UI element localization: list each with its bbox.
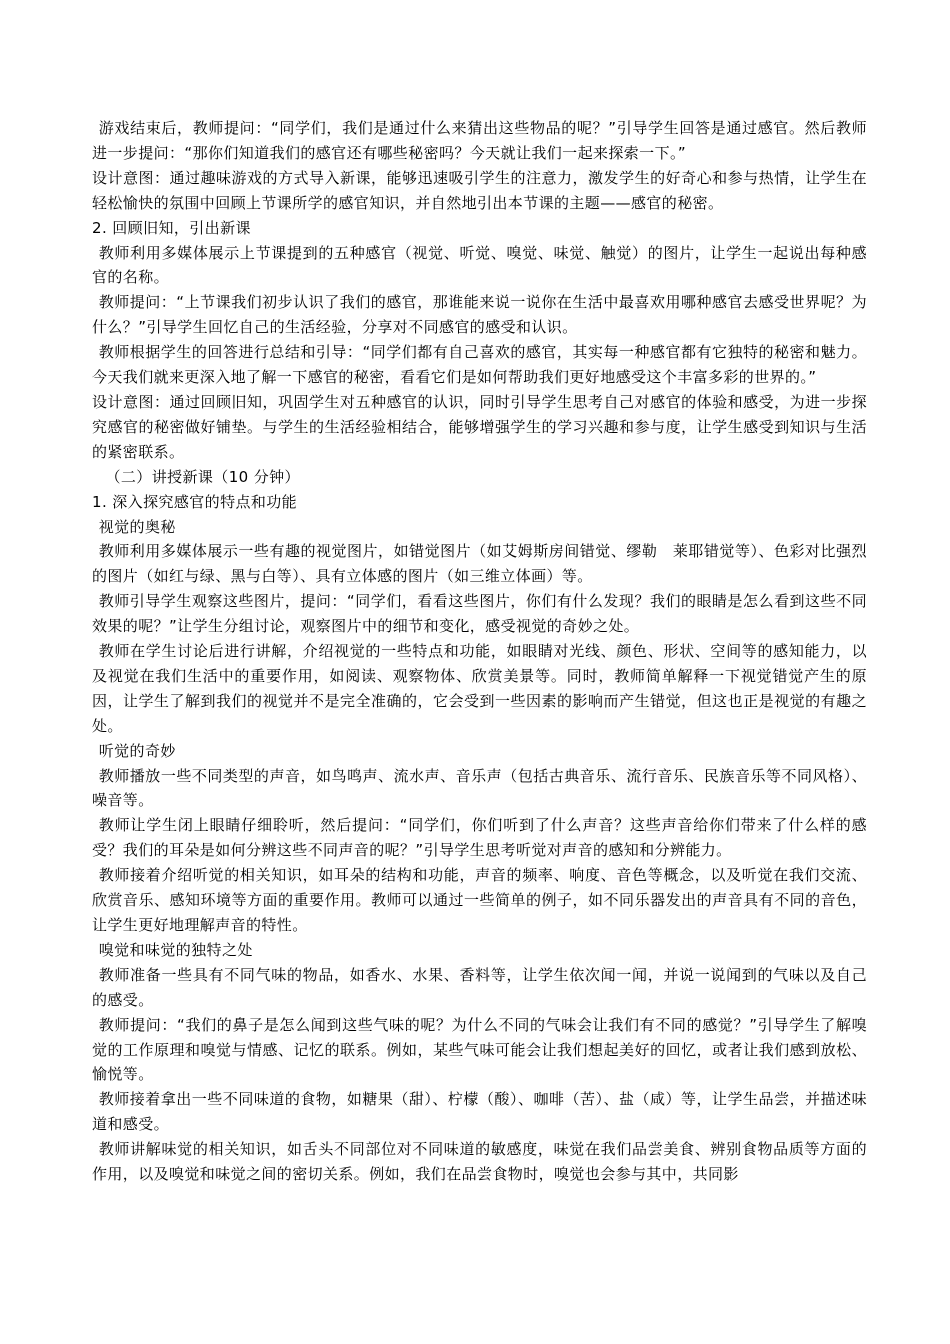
paragraph-hearing-listen: 教师让学生闭上眼睛仔细聆听，然后提问：“同学们，你们听到了什么声音？这些声音给你们带来了什么样的感受？我们的耳朵是如何分辨这些不同声音的呢？”引导学生思考听觉对声音的感知和分辨能力。 <box>92 816 867 860</box>
paragraph-hearing-sounds: 教师播放一些不同类型的声音，如鸟鸣声、流水声、音乐声（包括古典音乐、流行音乐、民族音乐等不同风格）、噪音等。 <box>92 766 867 810</box>
paragraph-vision-observe: 教师引导学生观察这些图片，提问：“同学们，看看这些图片，你们有什么发现？我们的眼睛是怎么看到这些不同效果的呢？”让学生分组讨论，观察图片中的细节和变化，感受视觉的奇妙之处。 <box>92 592 867 636</box>
paragraph-design-intent-2: 设计意图：通过回顾旧知，巩固学生对五种感官的认识，同时引导学生思考自己对感官的体验和感受，为进一步探究感官的秘密做好铺垫。与学生的生活经验相结合，能够增强学生的学习兴趣和参与度，让学生感受到知识与生活的紧密联系。 <box>92 392 867 461</box>
subheading-smell-taste: 嗅觉和味觉的独特之处 <box>98 940 253 959</box>
section-heading-new-lesson: （二）讲授新课（10 分钟） <box>105 467 300 486</box>
section-heading-explore-senses: 1. 深入探究感官的特点和功能 <box>92 492 298 511</box>
paragraph-vision-images: 教师利用多媒体展示一些有趣的视觉图片，如错觉图片（如艾姆斯房间错觉、缪勒 莱耶错觉等）、色彩对比强烈的图片（如红与绿、黑与白等）、具有立体感的图片（如三维立体画）等。 <box>92 542 867 586</box>
paragraph-design-intent-1: 设计意图：通过趣味游戏的方式导入新课，能够迅速吸引学生的注意力，激发学生的好奇心和参与热情，让学生在轻松愉快的氛围中回顾上节课所学的感官知识，并自然地引出本节课的主题——感官的秘密。 <box>92 168 867 212</box>
document-body <box>92 116 867 1187</box>
paragraph-teacher-question: 教师提问：“上节课我们初步认识了我们的感官，那谁能来说一说你在生活中最喜欢用哪种感官去感受世界呢？为什么？”引导学生回忆自己的生活经验，分享对不同感官的感受和认识。 <box>92 293 867 337</box>
paragraph-smell-question: 教师提问：“我们的鼻子是怎么闻到这些气味的呢？为什么不同的气味会让我们有不同的感觉？”引导学生了解嗅觉的工作原理和嗅觉与情感、记忆的联系。例如，某些气味可能会让我们想起美好的回忆，或者让我们感到放松、愉悦等。 <box>92 1015 867 1084</box>
paragraph-taste-explain: 教师讲解味觉的相关知识，如舌头不同部位对不同味道的敏感度，味觉在我们品尝美食、辨别食物品质等方面的作用，以及嗅觉和味觉之间的密切关系。例如，我们在品尝食物时，嗅觉也会参与其中，共同影 <box>92 1140 867 1184</box>
paragraph-hearing-explain: 教师接着介绍听觉的相关知识，如耳朵的结构和功能，声音的频率、响度、音色等概念，以及听觉在我们交流、欣赏音乐、感知环境等方面的重要作用。教师可以通过一些简单的例子，如不同乐器发出的声音具有不同的音色，让学生更好地理解声音的特性。 <box>92 866 867 934</box>
paragraph-multimedia-senses: 教师利用多媒体展示上节课提到的五种感官（视觉、听觉、嗅觉、味觉、触觉）的图片，让学生一起说出每种感官的名称。 <box>92 243 867 287</box>
subheading-vision: 视觉的奥秘 <box>98 517 176 536</box>
paragraph-smell-items: 教师准备一些具有不同气味的物品，如香水、水果、香料等，让学生依次闻一闻，并说一说闻到的气味以及自己的感受。 <box>92 965 867 1009</box>
paragraph-taste-foods: 教师接着拿出一些不同味道的食物，如糖果（甜）、柠檬（酸）、咖啡（苦）、盐（咸）等，让学生品尝，并描述味道和感受。 <box>92 1090 867 1134</box>
paragraph-vision-explain: 教师在学生讨论后进行讲解，介绍视觉的一些特点和功能，如眼睛对光线、颜色、形状、空间等的感知能力，以及视觉在我们生活中的重要作用，如阅读、观察物体、欣赏美景等。同时，教师简单解释一下视觉错觉产生的原因，让学生了解到我们的视觉并不是完全准确的，它会受到一些因素的影响而产生错觉，但这也正是视觉的有趣之处。 <box>92 642 867 735</box>
section-heading-review: 2. 回顾旧知，引出新课 <box>92 218 251 237</box>
paragraph-teacher-summary: 教师根据学生的回答进行总结和引导：“同学们都有自己喜欢的感官，其实每一种感官都有它独特的秘密和魅力。今天我们就来更深入地了解一下感官的秘密，看看它们是如何帮助我们更好地感受这个丰富多彩的世界的。” <box>92 343 867 387</box>
paragraph-game-summary: 游戏结束后，教师提问：“同学们，我们是通过什么来猜出这些物品的呢？”引导学生回答是通过感官。然后教师进一步提问：“那你们知道我们的感官还有哪些秘密吗？今天就让我们一起来探索一下。” <box>92 119 867 162</box>
subheading-hearing: 听觉的奇妙 <box>98 741 176 760</box>
